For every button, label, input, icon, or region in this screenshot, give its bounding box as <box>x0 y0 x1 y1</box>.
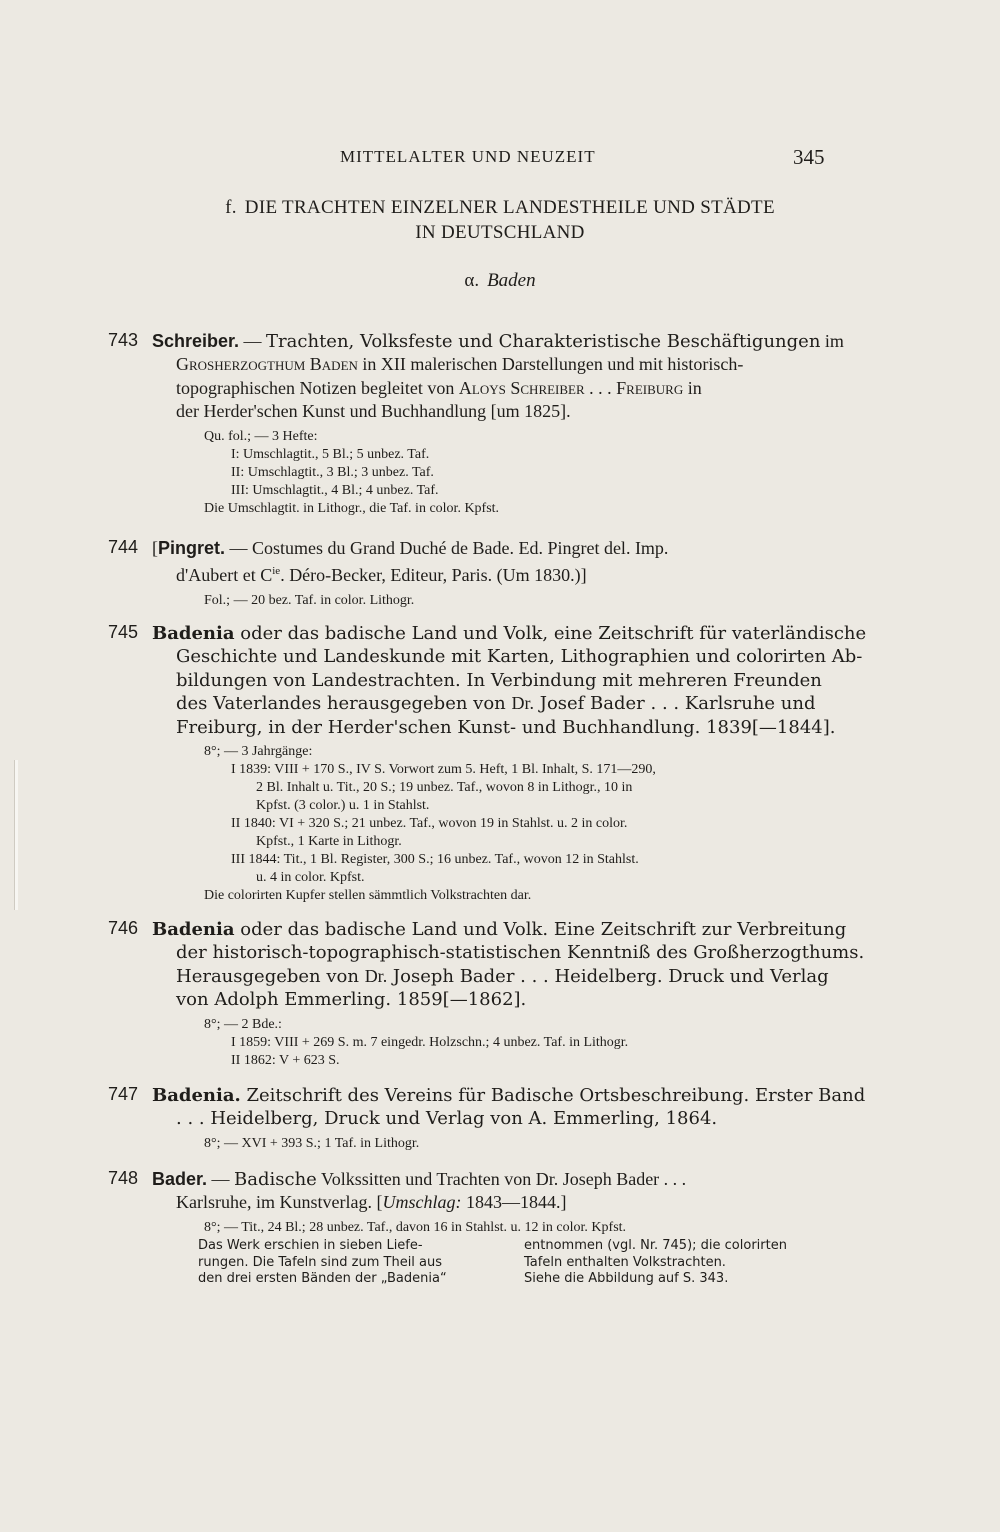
entry-line: Freiburg, in der Herder'schen Kunst- und Buchhandlung. 1839[—1844]. <box>176 716 836 738</box>
notes-left-column <box>198 1238 447 1288</box>
note-line: Das Werk erschien in sieben Liefe- <box>198 1238 423 1253</box>
detail-line: I: Umschlagtit., 5 Bl.; 5 unbez. Taf. <box>231 446 430 462</box>
entry-details <box>176 428 836 518</box>
entry-line <box>176 400 836 423</box>
entry-number: 748 <box>108 1168 139 1188</box>
entry-text-run: d'Aubert et C <box>176 565 273 586</box>
entry-line: . . . Heidelberg, Druck und Verlag von A. Emmerling, 1864. <box>176 1108 718 1130</box>
entry-text <box>152 918 865 1070</box>
entry-text-run: Zeitschrift des Vereins für Badische Ortsbeschreibung. Erster Band <box>240 1085 866 1106</box>
entry-text <box>152 537 836 610</box>
detail-line: Qu. fol.; — 3 Hefte: <box>204 428 318 444</box>
detail-line: III: Umschlagtit., 4 Bl.; 4 unbez. Taf. <box>231 482 439 498</box>
entry-number: 745 <box>108 622 139 642</box>
note-line: entnommen (vgl. Nr. 745); die colorirten <box>524 1238 787 1253</box>
entry-line <box>176 353 836 376</box>
entry-author: Bader. <box>152 1169 208 1189</box>
entry-line <box>152 918 847 941</box>
entry-line <box>152 1168 836 1191</box>
entry-number: 744 <box>108 537 139 557</box>
detail-line: 2 Bl. Inhalt u. Tit., 20 S.; 19 unbez. Taf., wovon 8 in Lithogr., 10 in <box>256 780 633 796</box>
detail-line: Die Umschlagtit. in Lithogr., die Taf. in color. Kpfst. <box>204 500 500 516</box>
note-line: Tafeln enthalten Volkstrachten. <box>524 1254 726 1270</box>
section-title-line-1: DIE TRACHTEN EINZELNER LANDESTHEILE UND STÄDTE <box>244 197 775 218</box>
entry-line <box>152 622 867 645</box>
entry-text-smallcaps: Aloys Schreiber <box>458 377 585 398</box>
entry-text-run: der Herder'schen Kunst und Buchhandlung [um 1825]. <box>176 401 571 422</box>
entry-number: 743 <box>108 330 139 350</box>
entry-text <box>152 1168 836 1237</box>
entry-text-run: topographischen Notizen begleitet von <box>176 377 459 398</box>
entry-text-run: Joseph Bader . . . Heidelberg. Druck und Verlag <box>387 965 829 987</box>
page-number: 345 <box>793 145 825 169</box>
entry-text-run: des Vaterlandes herausgegeben von <box>176 693 512 715</box>
entry-title-fraktur: Trachten, Volksfeste und Charakteristische Beschäftigungen <box>266 331 821 352</box>
detail-line: u. 4 in color. Kpfst. <box>256 870 365 886</box>
detail-line: II 1862: V + 623 S. <box>231 1052 340 1068</box>
notes-right-column <box>524 1238 787 1288</box>
detail-line: II 1840: VI + 320 S.; 21 unbez. Taf., wovon 19 in Stahlst. u. 2 in color. <box>231 816 628 832</box>
entry-text-smallcaps: Grosherzogthum Baden <box>176 354 358 375</box>
entry-author: Schreiber. <box>152 331 240 351</box>
entry-text-run: . Déro-Becker, Editeur, Paris. (Um 1830.)] <box>280 565 587 586</box>
detail-line: 8°; — Tit., 24 Bl.; 28 unbez. Taf., davon 16 in Stahlst. u. 12 in color. Kpfst. <box>204 1219 627 1235</box>
detail-line: Kpfst., 1 Karte in Lithogr. <box>256 834 402 850</box>
section-title-line-2: IN DEUTSCHLAND <box>415 222 585 243</box>
entry-number: 747 <box>108 1084 139 1104</box>
note-line: den drei ersten Bänden der „Badenia“ <box>198 1271 447 1286</box>
section-heading <box>160 195 840 245</box>
superscript: ie <box>272 565 281 578</box>
subsection-title: Baden <box>487 270 536 291</box>
entry-line: der historisch-topographisch-statistischen Kenntniß des Großherzogthums. <box>176 942 865 964</box>
entry-line <box>152 537 836 560</box>
entry-text-run: 1843—1844.] <box>461 1192 567 1213</box>
detail-line: Fol.; — 20 bez. Taf. in color. Lithogr. <box>204 592 415 608</box>
entry-text-run: oder das badische Land und Volk, eine Zeitschrift für vaterländische <box>234 623 867 644</box>
entry-details <box>176 1219 836 1237</box>
entry-line <box>176 1191 836 1214</box>
entry-title-bold: Badenia <box>152 623 235 644</box>
detail-line: Kpfst. (3 color.) u. 1 in Stahlst. <box>256 798 430 814</box>
subsection-heading <box>0 270 1000 292</box>
detail-line: 8°; — 2 Bde.: <box>204 1016 282 1032</box>
entry-text <box>152 330 844 518</box>
entry-author: Pingret. <box>158 538 226 558</box>
running-title: MITTELALTER UND NEUZEIT <box>340 147 596 166</box>
section-letter: f. <box>225 197 237 218</box>
entry-text-run: in XII malerischen Darstellungen und mit historisch- <box>357 354 744 375</box>
detail-line: III 1844: Tit., 1 Bl. Register, 300 S.; 16 unbez. Taf., wovon 12 in Stahlst. <box>231 852 639 868</box>
entry-line <box>176 560 836 587</box>
entry-text-run: — <box>207 1169 235 1189</box>
entry-details <box>176 592 836 610</box>
entry-number: 746 <box>108 918 139 938</box>
entry-line: von Adolph Emmerling. 1859[—1862]. <box>176 989 527 1011</box>
running-header <box>0 147 1000 177</box>
note-line: Siehe die Abbildung auf S. 343. <box>524 1271 729 1286</box>
entry-text-run: Dr. <box>364 965 388 986</box>
entry-text-run: Herausgegeben von <box>176 965 365 987</box>
entry-text-run: — <box>239 331 267 351</box>
entry-title-bold: Badenia. <box>152 1085 241 1106</box>
detail-line: 8°; — XVI + 393 S.; 1 Taf. in Lithogr. <box>204 1135 420 1151</box>
entry-details <box>176 743 836 905</box>
entry-text-italic: Umschlag: <box>382 1192 462 1213</box>
entry-text-run: . . . <box>584 377 617 398</box>
entry-text <box>152 622 867 905</box>
entry-line <box>152 330 844 353</box>
entry-line <box>152 1084 866 1107</box>
entry-title-bold: Badenia <box>152 919 235 940</box>
entry-text-run: Dr. <box>511 693 534 714</box>
entry-text-run: [ <box>152 538 158 558</box>
entry-text-run: Volkssitten und Trachten von Dr. Joseph Bader . . . <box>316 1169 687 1189</box>
entry-line <box>176 377 836 400</box>
entry-details <box>176 1016 836 1070</box>
entry-text-run: — Costumes du Grand Duché de Bade. Ed. Pingret del. Imp. <box>225 538 669 558</box>
subsection-letter: α. <box>464 270 480 291</box>
detail-line: II: Umschlagtit., 3 Bl.; 3 unbez. Taf. <box>231 464 434 480</box>
entry-text-run: im <box>820 331 844 351</box>
entry-line <box>176 692 836 715</box>
detail-line: 8°; — 3 Jahrgänge: <box>204 744 313 760</box>
entry-text <box>152 1084 866 1153</box>
detail-line: I 1859: VIII + 269 S. m. 7 eingedr. Holzschn.; 4 unbez. Taf. in Lithogr. <box>231 1034 629 1050</box>
entry-text-smallcaps: Freiburg <box>616 377 684 398</box>
entry-text-run: Karlsruhe, im Kunstverlag. [ <box>176 1192 383 1213</box>
detail-line: Die colorirten Kupfer stellen sämmtlich Volkstrachten dar. <box>204 888 532 904</box>
entry-text-run: in <box>683 377 702 398</box>
entry-line: bildungen von Landestrachten. In Verbindung mit mehreren Freunden <box>176 669 822 691</box>
detail-line: I 1839: VIII + 170 S., IV S. Vorwort zum 5. Heft, 1 Bl. Inhalt, S. 171—290, <box>231 762 656 778</box>
entry-line <box>176 965 836 988</box>
entry-line: Geschichte und Landeskunde mit Karten, Lithographien und colorirten Ab- <box>176 646 863 668</box>
entry-text-run: Josef Bader . . . Karlsruhe und <box>534 693 816 715</box>
entry-text-run: oder das badische Land und Volk. Eine Zeitschrift zur Verbreitung <box>234 919 847 940</box>
entry-details <box>176 1135 836 1153</box>
page-edge-fold <box>14 760 18 910</box>
note-line: rungen. Die Tafeln sind zum Theil aus <box>198 1254 443 1270</box>
entry-title-fraktur: Badische <box>234 1169 317 1190</box>
